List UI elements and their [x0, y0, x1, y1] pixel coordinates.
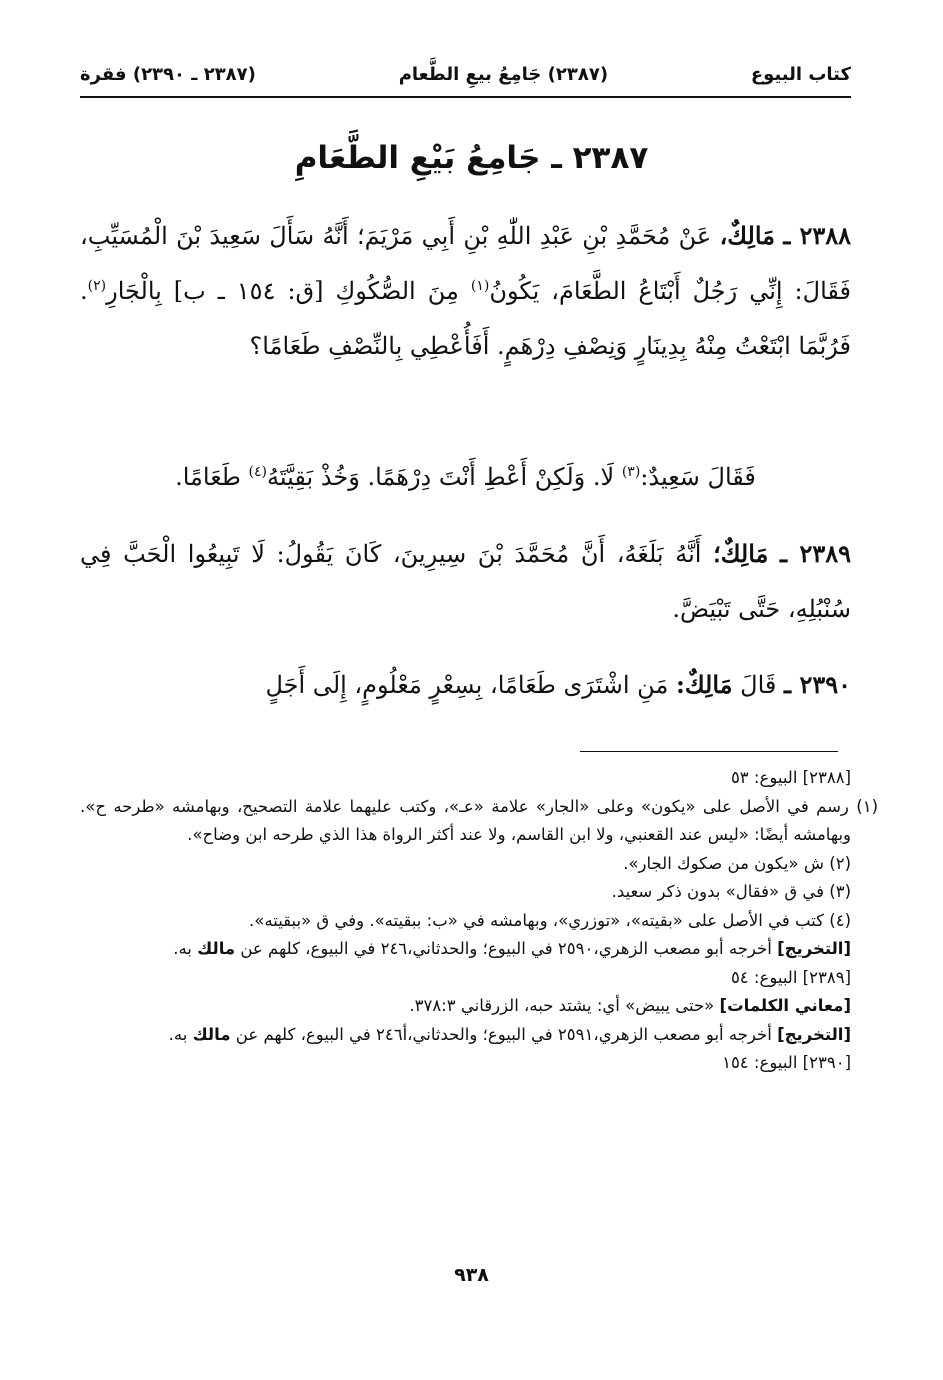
paragraph-text: طَعَامًا. [175, 463, 241, 491]
chapter-title: ٢٣٨٧ ـ جَامِعُ بَيْعِ الطَّعَامِ [294, 140, 649, 176]
footnotes-apparatus [80, 764, 878, 1078]
paragraph-text: . فَرُبَّمَا ابْتَعْتُ مِنْهُ بِدِينَارٍ وَنِصْفِ دِرْهَمٍ. أَفَأُعْطِي بِالنِّصْفِ طَعَامًا؟ [80, 277, 851, 360]
footnote-marker: (١) [470, 278, 490, 294]
paragraph-2390 [80, 657, 851, 713]
paragraph-number: ٢٣٨٩ ـ [780, 539, 851, 568]
paragraph-text: عَنْ مُحَمَّدِ بْنِ عَبْدِ اللّٰهِ بْنِ أَبِي مَرْيَمَ؛ أَنَّهُ سَأَلَ سَعِيدَ بْنَ الْمُسَيِّبِ، فَقَالَ: إِنِّي رَجُلٌ أَبْتَاعُ الطَّعَامَ، يَكُونُ [80, 222, 852, 305]
maani-text: «حتى يبيض» أي: يشتد حبه، الزرقاني ٣٧٨:٣. [409, 996, 715, 1015]
paragraph-text: مَنِ اشْتَرَى طَعَامًا، بِسِعْرٍ مَعْلُومٍ، إِلَى أَجَلٍ [265, 671, 669, 699]
speaker-name: مَالِكٌ، [719, 221, 776, 250]
footnote-2: (٢) ش «يكون من صكوك الجار». [623, 853, 851, 873]
paragraph-text: مِنَ الصُّكُوكِ [ق: ١٥٤ ـ ب] بِالْجَارِ [106, 277, 459, 305]
running-header [80, 58, 851, 90]
paragraph-number: ٢٣٨٨ ـ [783, 221, 851, 250]
paragraph-2388-reply [80, 450, 851, 505]
footnote-separator [580, 751, 838, 752]
takhrij-label: [التخريج] [777, 939, 851, 958]
header-rule [80, 96, 851, 98]
speaker-name: مَالِكٌ؛ [713, 539, 769, 568]
footnote-marker: (٣) [621, 464, 641, 480]
footnote-marker: (٢) [87, 278, 107, 294]
paragraph-2389 [80, 526, 851, 637]
malik-name: مالك [197, 939, 236, 958]
takhrij-2389 [80, 1021, 851, 1050]
header-chapter-title: (٢٣٨٧) جَامِعُ بيعِ الطَّعام [398, 63, 609, 85]
malik-name: مالك [192, 1024, 231, 1044]
footnote-4: (٤) كتب في الأصل على «بقيته»، «توزري»، وبهامشه في «ب: ببقيته». وفي ق «ببقيته». [249, 910, 851, 930]
reference-2388: [٢٣٨٨] البيوع: ٥٣ [730, 768, 851, 787]
paragraph-text: أَنَّهُ بَلَغَهُ، أَنَّ مُحَمَّدَ بْنَ سِيرِينَ، كَانَ يَقُولُ: لَا تَبِيعُوا الْحَبَّ فِي سُنْبُلِهِ، حَتَّى تَبْيَضَّ. [80, 540, 851, 623]
page-number: ٩٣٨ [454, 1264, 489, 1286]
maani-label: [معاني الكلمات] [719, 996, 851, 1015]
footnote-1: (١) رسم في الأصل على «يكون» وعلى «الجار» علامة «عـ»، وكتب عليهما علامة التصحيح، وبهامشه «طرحه ح». وبهامشه أيضًا: «ليس عند القعنبي، ولا ابن القاسم، ولا عند أكثر الرواة هذا الذي طرحه ابن وضاح». [80, 796, 878, 844]
footnote-marker: (٤) [248, 464, 268, 480]
takhrij-end: به. [168, 1024, 188, 1044]
takhrij-text: أخرجه أبو مصعب الزهري،٢٥٩٠ في البيوع؛ والحدثاني،٢٤٦ في البيوع، كلهم عن [240, 939, 772, 958]
speaker-name: مَالِكٌ: [675, 670, 733, 699]
reference-2390: [٢٣٩٠] البيوع: ١٥٤ [722, 1053, 851, 1072]
header-book-title: كتاب البيوع [750, 63, 851, 85]
paragraph-text: قَالَ [740, 671, 777, 699]
header-paragraph-range: (٢٣٨٧ ـ ٢٣٩٠) فقرة [80, 63, 256, 85]
paragraph-2388 [80, 208, 851, 374]
takhrij-2388 [80, 935, 851, 964]
maani-2389 [80, 992, 851, 1021]
footnote-3: (٣) في ق «فقال» بدون ذكر سعيد. [611, 882, 851, 901]
takhrij-text: أخرجه أبو مصعب الزهري،٢٥٩١ في البيوع؛ والحدثاني،أ٢٤٦ في البيوع، كلهم عن [235, 1024, 772, 1044]
takhrij-end: به. [173, 939, 192, 958]
paragraph-number: ٢٣٩٠ ـ [784, 670, 851, 699]
reference-2389: [٢٣٨٩] البيوع: ٥٤ [730, 967, 851, 987]
paragraph-text: فَقَالَ سَعِيدٌ: [640, 463, 756, 491]
takhrij-label: [التخريج] [777, 1024, 851, 1044]
paragraph-text: لَا. وَلَكِنْ أَعْطِ أَنْتَ دِرْهَمًا. وَخُذْ بَقِيَّتَهُ [267, 463, 615, 491]
